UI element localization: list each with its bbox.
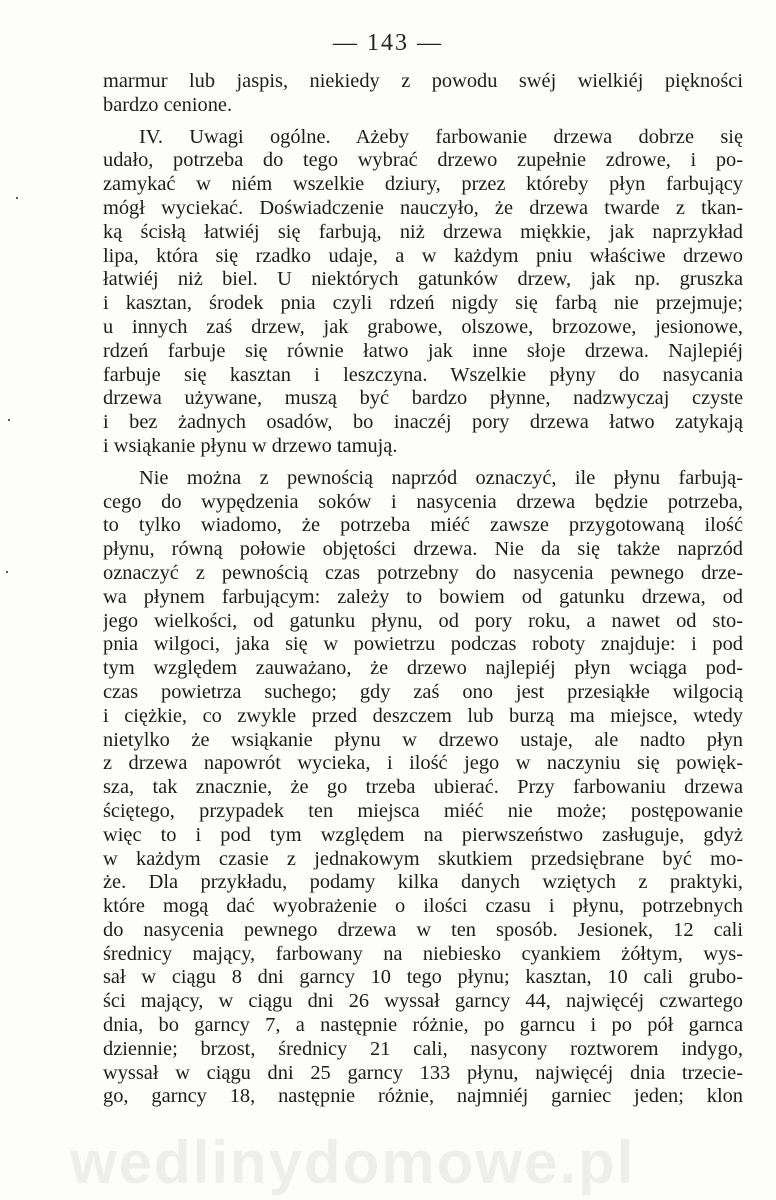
body-text bbox=[103, 70, 743, 1109]
text-line: czas powietrza suchego; gdy zaś ono jest przesiąkłe wilgocią bbox=[103, 680, 743, 703]
text-line: nietylko że wsiąkanie płynu w drzewo ustaje, ale nadto płyn bbox=[103, 728, 743, 751]
text-line: które mogą dać wyobrażenie o ilości czasu i płynu, potrzebnych bbox=[103, 895, 743, 918]
text-line: że. Dla przykładu, podamy kilka danych wziętych z praktyki, bbox=[103, 871, 743, 894]
text-line: sza, tak znacznie, że go trzeba ubierać. Przy farbowaniu drzewa bbox=[103, 776, 743, 799]
text-line: dziennie; brzost, średnicy 21 cali, nasycony roztworem indygo, bbox=[103, 1037, 743, 1060]
text-line: cego do wypędzenia soków i nasycenia drzewa będzie potrzeba, bbox=[103, 490, 743, 513]
text-line: Nie można z pewnością naprzód oznaczyć, ile płynu farbują- bbox=[139, 466, 743, 489]
text-line: go, garncy 18, następnie różnie, najmniéj garniec jeden; klon bbox=[103, 1085, 743, 1108]
text-line: płynu, równą połowie objętości drzewa. Nie da się także naprzód bbox=[103, 538, 743, 561]
text-line: łatwiéj niż biel. U niektórych gatunków drzew, jak np. gruszka bbox=[103, 268, 743, 291]
paragraph-gap bbox=[103, 459, 743, 467]
text-line: farbuje się kasztan i leszczyna. Wszelkie płyny do nasycania bbox=[103, 363, 743, 386]
page-number-header: — 143 — bbox=[333, 30, 443, 56]
text-line: tym względem zauważano, że drzewo najlepiéj płyn wciąga pod- bbox=[103, 657, 743, 680]
text-line: IV. Uwagi ogólne. Ażeby farbowanie drzewa dobrze się bbox=[139, 125, 743, 148]
text-line: i wsiąkanie płynu w drzewo tamują. bbox=[103, 434, 398, 457]
text-line: marmur lub jaspis, niekiedy z powodu swéj wielkiéj piękności bbox=[103, 70, 743, 92]
text-line: rdzeń farbuje się równie łatwo jak inne słoje drzewa. Najlepiéj bbox=[103, 339, 743, 362]
text-line: jego wielkości, od gatunku płynu, od pory roku, a nawet od sto- bbox=[103, 609, 743, 632]
text-line: oznaczyć z pewnością czas potrzebny do nasycenia pewnego drze- bbox=[103, 561, 743, 584]
text-line: wa płynem farbującym: zależy to bowiem od gatunku drzewa, od bbox=[103, 585, 743, 608]
margin-mark: · bbox=[14, 188, 20, 208]
text-line: to tylko wiadomo, że potrzeba miéć zawsze przygotowaną ilość bbox=[103, 514, 743, 537]
text-line: mógł wyciekać. Doświadczenie nauczyło, że drzewa twarde z tkan- bbox=[103, 196, 743, 219]
text-line: u innych zaś drzew, jak grabowe, olszowe, brzozowe, jesionowe, bbox=[103, 315, 743, 338]
text-line: więc to i pod tym względem na pierwszeństwo zasługuje, gdyż bbox=[103, 823, 743, 846]
text-line: do nasycenia pewnego drzewa w ten sposób. Jesionek, 12 cali bbox=[103, 918, 743, 941]
text-line: drzewa używane, muszą być bardzo płynne, nadzwyczaj czyste bbox=[103, 387, 743, 410]
paragraph-gap bbox=[103, 118, 743, 126]
text-line: wyssał w ciągu dni 25 garncy 133 płynu, najwięcéj dnia trzecie- bbox=[103, 1061, 743, 1084]
text-line: sał w ciągu 8 dni garncy 10 tego płynu; kasztan, 10 cali grubo- bbox=[103, 966, 743, 989]
text-line: średnicy mający, farbowany na niebiesko cyankiem żółtym, wys- bbox=[103, 942, 743, 965]
text-line: bardzo cenione. bbox=[103, 93, 233, 116]
text-line: dnia, bo garncy 7, a następnie różnie, po garncu i po pół garnca bbox=[103, 1014, 743, 1037]
text-line: ściętego, przypadek ten miejsca miéć nie może; postępowanie bbox=[103, 799, 743, 822]
text-line: z drzewa napowrót wycieka, i ilość jego w naczyniu się powięk- bbox=[103, 752, 743, 775]
text-line: udało, potrzeba do tego wybrać drzewo zupełnie zdrowe, i po- bbox=[103, 149, 743, 172]
text-line: i kasztan, środek pnia czyli rdzeń nigdy się farbą nie przejmuje; bbox=[103, 292, 743, 315]
text-line: w każdym czasie z jednakowym skutkiem przedsiębrane być mo- bbox=[103, 847, 743, 870]
margin-mark: · bbox=[4, 562, 10, 582]
text-line: zamykać w niém wszelkie dziury, przez któreby płyn farbujący bbox=[103, 173, 743, 196]
text-line: ką ścisłą łatwiéj się farbują, niż drzewa miękkie, jak naprzykład bbox=[103, 220, 743, 243]
text-line: pnia wilgoci, jaka się w powietrzu podczas roboty znajduje: i pod bbox=[103, 633, 743, 656]
margin-mark: · bbox=[6, 410, 12, 430]
text-line: ści mający, w ciągu dni 26 wyssał garncy 44, najwięcéj czwartego bbox=[103, 990, 743, 1013]
text-line: i bez żadnych osadów, bo inaczéj pory drzewa łatwo zatykają bbox=[103, 411, 743, 434]
text-line: i ciężkie, co zwykle przed deszczem lub burzą ma miejsce, wtedy bbox=[103, 704, 743, 727]
watermark: wedlinydomowe.pl bbox=[70, 1129, 636, 1196]
text-line: lipa, która się rzadko udaje, a w każdym pniu właściwe drzewo bbox=[103, 244, 743, 267]
